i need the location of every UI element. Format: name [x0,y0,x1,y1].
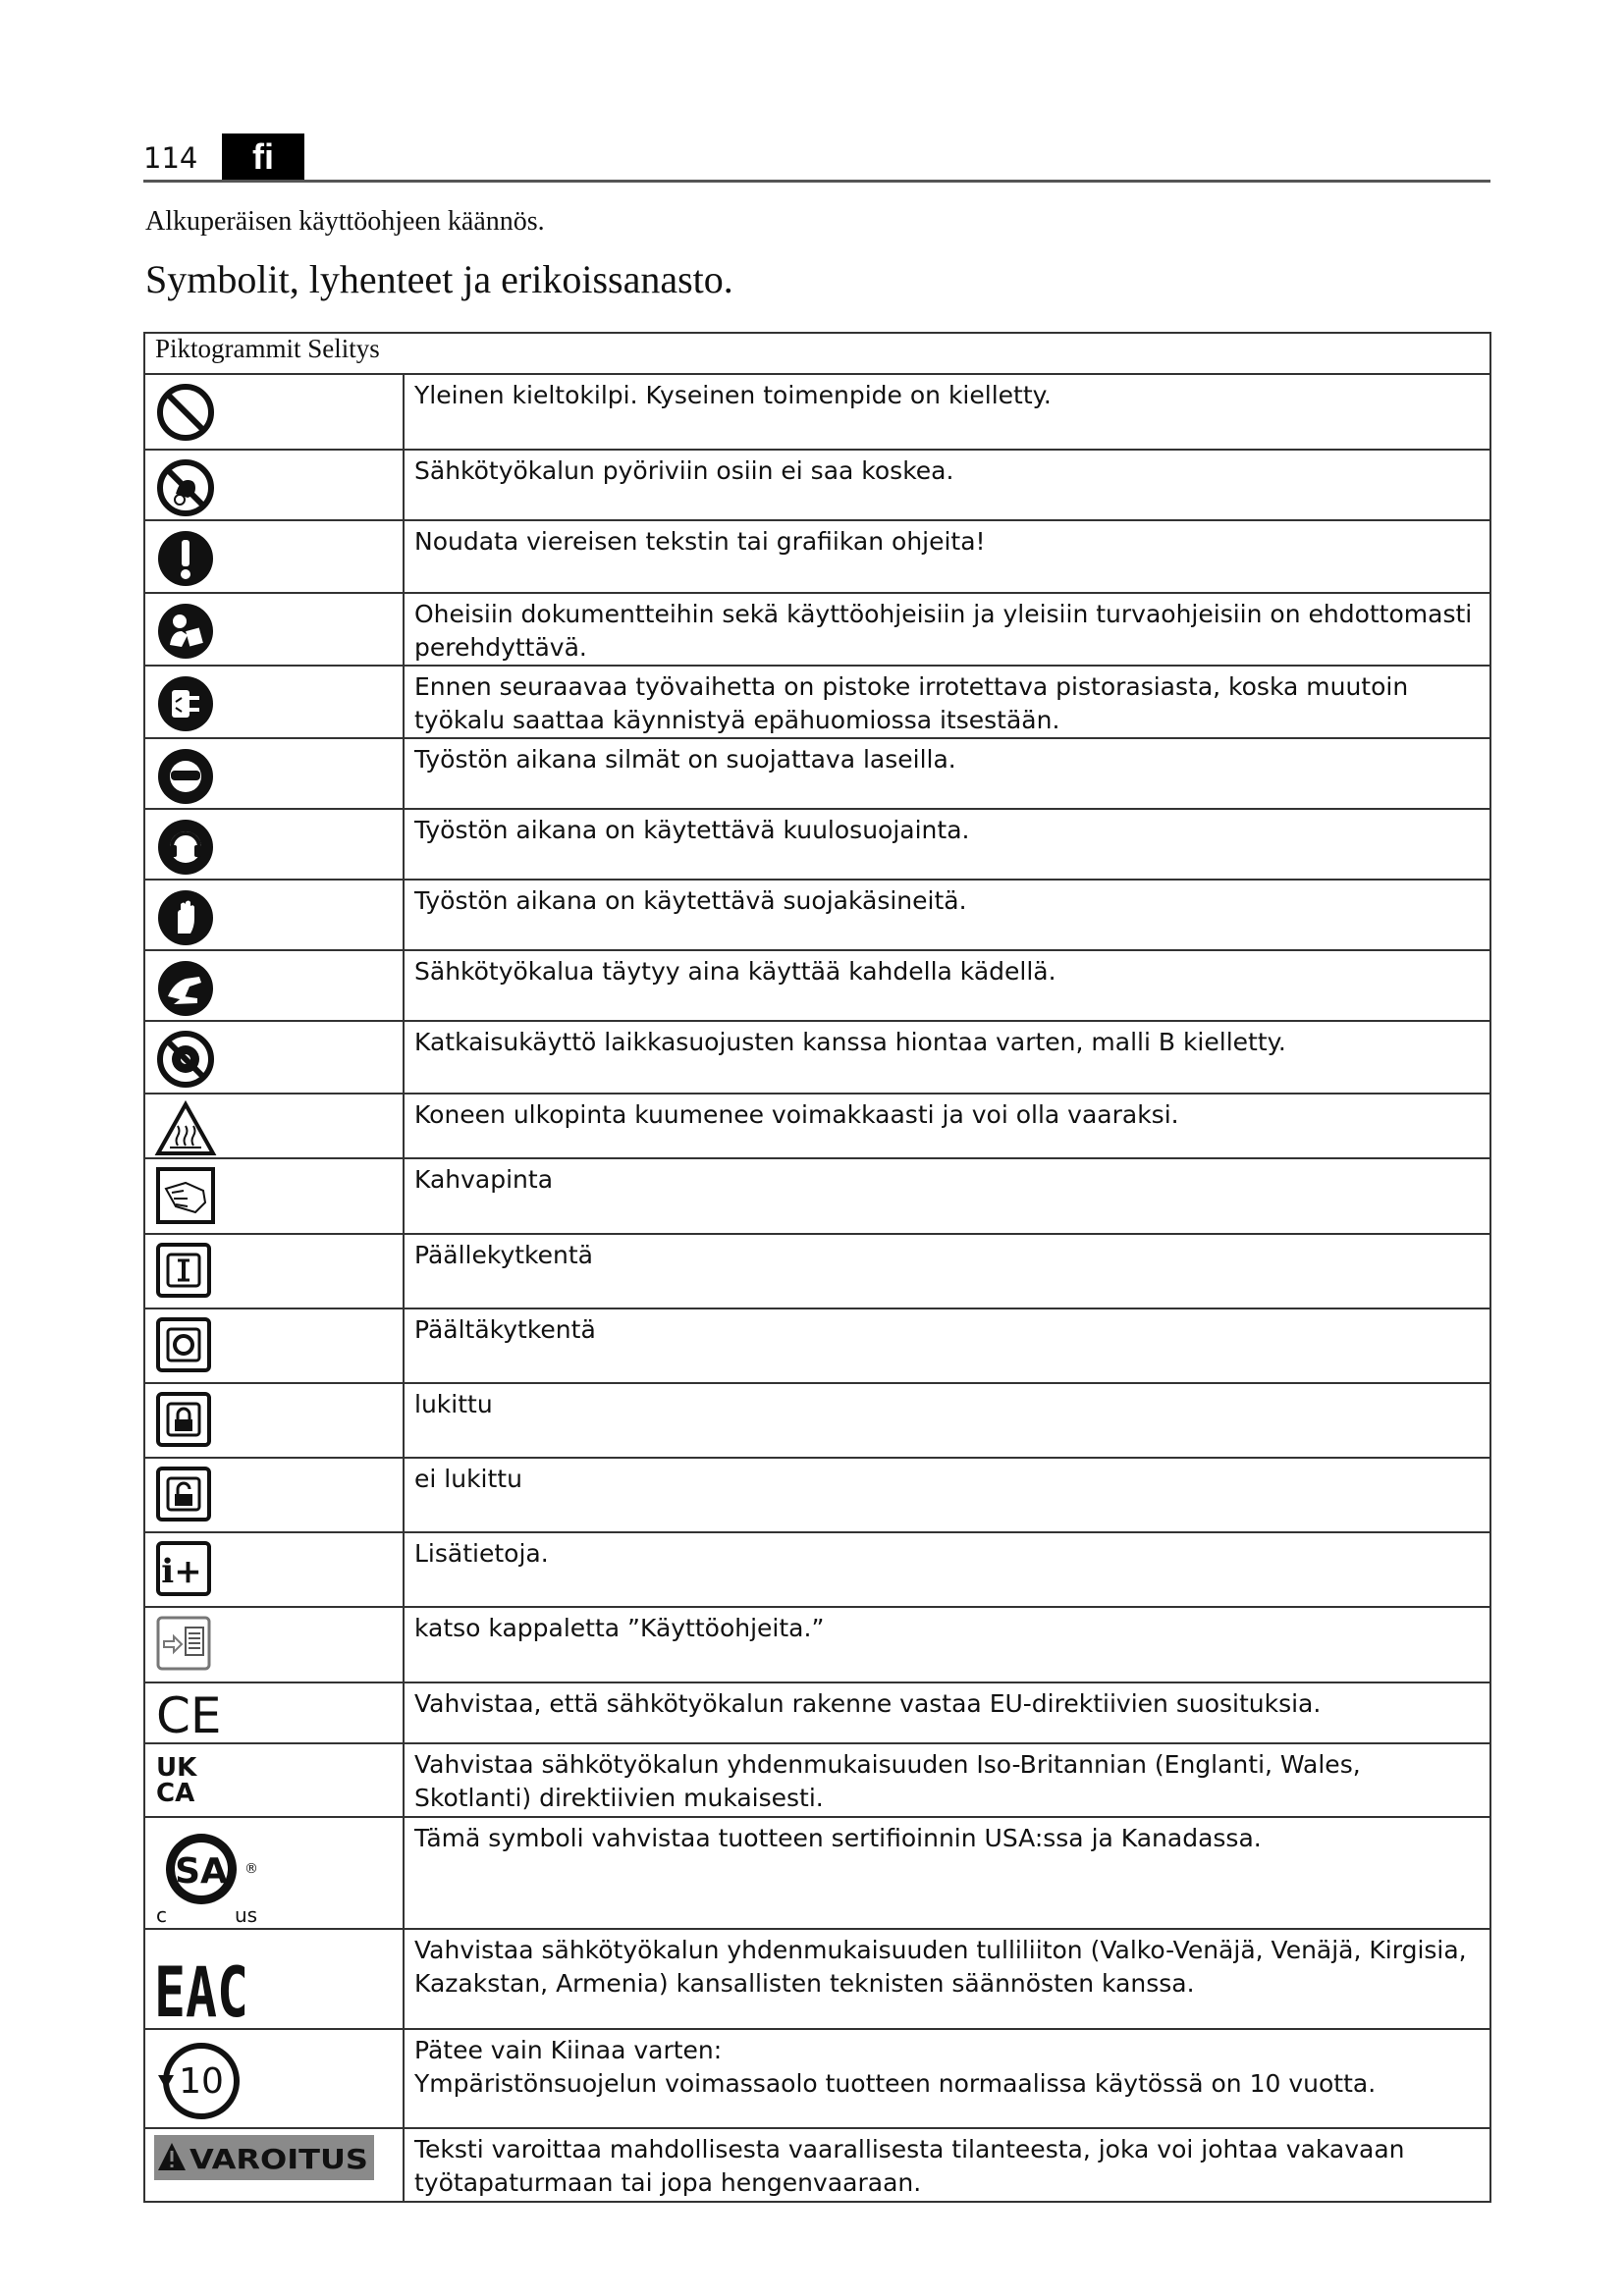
explanation-cell: katso kappaletta ”Käyttöohjeita.” [404,1607,1490,1682]
table-row [144,1458,1490,1532]
unplug-icon [154,672,217,735]
table-row [144,1021,1490,1094]
grip-surface-icon [154,1165,217,1226]
explanation-cell: Lisätietoja. [404,1532,1490,1607]
table-row [144,374,1490,450]
csa-mark-registered: ® [244,1861,258,1877]
icon-cell [144,738,404,809]
icon-cell [144,666,404,738]
icon-cell [144,1021,404,1094]
explanation-cell: Tämä symboli vahvistaa tuotteen sertifioinnin USA:ssa ja Kanadassa. [404,1817,1490,1929]
ce-mark-icon [154,1687,223,1744]
icon-cell [144,809,404,880]
table-row [144,1817,1490,1929]
icon-cell [144,880,404,950]
icon-cell [144,1308,404,1383]
eac-mark-text: EAC [154,1952,248,2033]
explanation-cell: Työstön aikana on käytettävä suojakäsineitä. [404,880,1490,950]
explanation-cell: Päältäkytkentä [404,1308,1490,1383]
ukca-mark-ca: CA [156,1779,195,1808]
icon-cell [144,1158,404,1234]
china-10-years-icon [154,2036,248,2126]
explanation-cell: Sähkötyökalua täytyy aina käyttää kahdella kädellä. [404,950,1490,1021]
icon-cell [144,2128,404,2202]
china-10-text: 10 [179,2061,224,2102]
table-row [144,1929,1490,2029]
power-off-icon [154,1315,213,1374]
csa-mark-us: us [235,1903,258,1927]
icon-cell [144,1682,404,1743]
table-row [144,1607,1490,1682]
table-row [144,1743,1490,1817]
explanation-line: Ympäristönsuojelun voimassaolo tuotteen normaalissa käytössä on 10 vuotta. [414,2069,1377,2098]
document-subtitle: Alkuperäisen käyttöohjeen käännös. [145,206,545,237]
locked-icon [154,1390,213,1449]
explanation-cell: Katkaisukäyttö laikkasuojusten kanssa hiontaa varten, malli B kielletty. [404,1021,1490,1094]
explanation-cell: Työstön aikana on käytettävä kuulosuojainta. [404,809,1490,880]
csa-mark-c: c [156,1903,167,1927]
symbols-table [143,332,1491,2203]
explanation-cell: Vahvistaa sähkötyökalun yhdenmukaisuuden tulliliiton (Valko-Venäjä, Venäjä, Kirgisia, Kazakstan, Armenia) kansallisten teknisten säännösten kanssa. [404,1929,1490,2029]
no-cutting-guard-icon [154,1028,217,1091]
ukca-mark-icon [154,1750,213,1809]
explanation-cell: Koneen ulkopinta kuumenee voimakkaasti ja voi olla vaaraksi. [404,1094,1490,1158]
power-on-icon [154,1241,213,1300]
table-row [144,666,1490,738]
table-row [144,1682,1490,1743]
col-header-explanation: Selitys [307,334,380,363]
icon-cell [144,1094,404,1158]
eac-mark-icon [154,1936,252,2033]
explanation-cell [404,2029,1490,2128]
icon-cell [144,1234,404,1308]
ear-protection-icon [154,816,217,879]
table-row [144,1532,1490,1607]
explanation-cell: Vahvistaa, että sähkötyökalun rakenne vastaa EU-direktiivien suosituksia. [404,1682,1490,1743]
info-glyph: i+ [161,1552,202,1591]
table-row [144,1234,1490,1308]
see-section-icon [154,1614,213,1673]
table-header-row [144,333,1490,374]
page-title: Symbolit, lyhenteet ja erikoissanasto. [145,257,733,301]
table-row [144,2128,1490,2202]
explanation-cell: Vahvistaa sähkötyökalun yhdenmukaisuuden Iso-Britannian (Englanti, Wales, Skotlanti) direktiivien mukaisesti. [404,1743,1490,1817]
table-row [144,1383,1490,1458]
explanation-cell: Oheisiin dokumentteihin sekä käyttöohjeisiin ja yleisiin turvaohjeisiin on ehdottomasti perehdyttävä. [404,593,1490,666]
table-row [144,809,1490,880]
table-row [144,520,1490,593]
icon-cell [144,1817,404,1929]
explanation-cell: Ennen seuraavaa työvaihetta on pistoke irrotettava pistorasiasta, koska muutoin työkalu saattaa käynnistyä epähuomiossa itsestään. [404,666,1490,738]
csa-mark-sa: SA [175,1851,228,1892]
explanation-cell: Teksti varoittaa mahdollisesta vaarallisesta tilanteesta, joka voi johtaa vakavaan työtapaturmaan tai jopa hengenvaaraan. [404,2128,1490,2202]
icon-cell [144,1383,404,1458]
explanation-line: Pätee vain Kiinaa varten: [414,2036,723,2064]
icon-cell [144,2029,404,2128]
table-row [144,1158,1490,1234]
eye-protection-icon [154,745,217,808]
warning-label-text: VAROITUS [189,2143,368,2175]
icon-cell [144,950,404,1021]
explanation-cell: Yleinen kieltokilpi. Kyseinen toimenpide on kielletty. [404,374,1490,450]
gloves-icon [154,886,217,949]
page-header [143,133,1490,183]
icon-cell [144,1929,404,2033]
icon-cell [144,1743,404,1817]
ce-mark-text: CE [156,1687,222,1744]
header-divider [143,180,1490,183]
icon-cell [144,374,404,450]
explanation-cell: Noudata viereisen tekstin tai grafiikan ohjeita! [404,520,1490,593]
icon-cell [144,1532,404,1607]
two-hands-icon [154,957,217,1020]
prohibition-icon [154,381,217,444]
table-row [144,1308,1490,1383]
table-row [144,950,1490,1021]
warning-label-icon [154,2135,374,2180]
explanation-cell: lukittu [404,1383,1490,1458]
page-number: 114 [143,141,198,175]
hot-surface-icon [154,1100,217,1157]
icon-cell [144,520,404,593]
icon-cell [144,593,404,666]
table-row [144,880,1490,950]
ukca-mark-uk: UK [156,1753,197,1783]
icon-cell [144,1607,404,1682]
table-row [144,450,1490,520]
table-row [144,738,1490,809]
explanation-cell: ei lukittu [404,1458,1490,1532]
table-row [144,593,1490,666]
col-header-pictograms: Piktogrammit [155,334,301,363]
read-manual-icon [154,600,217,663]
language-tab: fi [222,133,304,181]
csa-mark-icon [154,1824,272,1926]
icon-cell [144,450,404,520]
explanation-cell: Kahvapinta [404,1158,1490,1234]
explanation-cell: Päällekytkentä [404,1234,1490,1308]
icon-cell [144,1458,404,1532]
table-row [144,2029,1490,2128]
table-header [144,333,1490,374]
exclamation-mandatory-icon [154,527,217,590]
explanation-cell: Työstön aikana silmät on suojattava laseilla. [404,738,1490,809]
no-touch-rotating-parts-icon [154,456,217,519]
table-row [144,1094,1490,1158]
unlocked-icon [154,1465,213,1523]
info-icon [154,1539,213,1598]
explanation-cell: Sähkötyökalun pyöriviin osiin ei saa koskea. [404,450,1490,520]
